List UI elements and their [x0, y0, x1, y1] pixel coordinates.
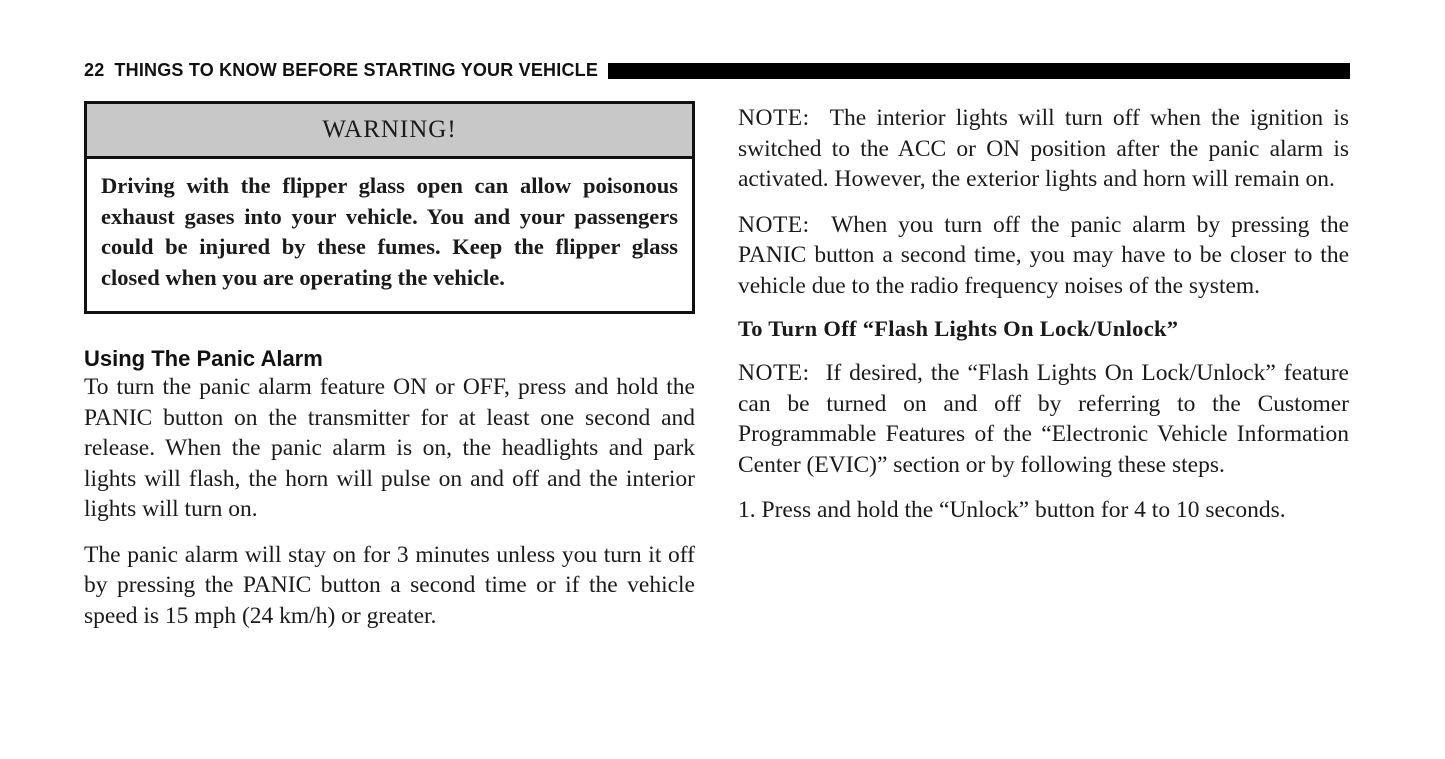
note-panic-off: [738, 210, 1349, 302]
note-label: NOTE:: [738, 105, 810, 131]
header-rule: [608, 63, 1350, 79]
note-interior-lights: [738, 103, 1349, 195]
right-column: [738, 103, 1349, 526]
panic-alarm-paragraph-1: To turn the panic alarm feature ON or OFF, press and hold the PANIC button on the transmitter for at least one second and release. When the panic alarm is on, the headlights and park lights will flash, the horn will pulse on and off and the interior lights will turn on.: [84, 374, 695, 522]
note-label: NOTE:: [738, 211, 810, 238]
note-text: When you turn off the panic alarm by pressing the PANIC button a second time, you may have to be closer to the vehicle due to the radio frequency noises of the system.: [738, 211, 1350, 299]
page-header: [84, 58, 1350, 82]
flash-lights-heading: To Turn Off “Flash Lights On Lock/Unlock”: [738, 316, 1179, 341]
warning-title: WARNING!: [87, 104, 692, 159]
header-text: [84, 60, 598, 81]
section-title: THINGS TO KNOW BEFORE STARTING YOUR VEHICLE: [114, 59, 599, 80]
note-label: NOTE:: [738, 360, 810, 386]
warning-box: [84, 101, 695, 314]
left-column: [84, 101, 695, 631]
panic-alarm-paragraph-2: The panic alarm will stay on for 3 minutes unless you turn it off by pressing the PANIC button a second time or if the vehicle speed is 15 mph (24 km/h) or greater.: [84, 541, 695, 629]
page-number: 22: [84, 59, 105, 80]
note-text: If desired, the “Flash Lights On Lock/Unlock” feature can be turned on and off by referring to the Customer Programmable Features of the “Electronic Vehicle Information Center (EVIC)” section or by following these steps.: [738, 360, 1349, 478]
panic-alarm-heading: Using The Panic Alarm: [84, 346, 323, 371]
note-flash-lights: [738, 358, 1349, 480]
warning-text: Driving with the flipper glass open can allow poisonous exhaust gases into your vehicle. You and your passengers could be injured by these fumes. Keep the flipper glass closed when you are operating the vehicle.: [101, 173, 678, 290]
step-1: 1. Press and hold the “Unlock” button for 4 to 10 seconds.: [738, 497, 1286, 523]
note-text: The interior lights will turn off when the ignition is switched to the ACC or ON position after the panic alarm is activated. However, the exterior lights and horn will remain on.: [738, 105, 1350, 192]
